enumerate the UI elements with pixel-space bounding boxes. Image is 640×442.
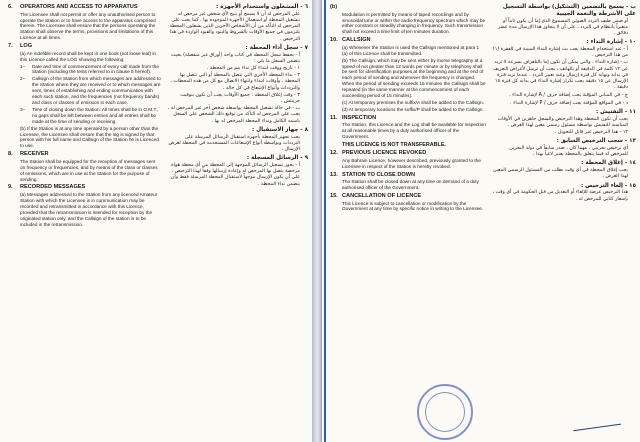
clause-paragraph: (a) An indelible record shall be kept in one book (not loose leaf) in this Licence called the LOG showing the following: (20, 50, 157, 62)
arabic-clause-paragraph: هذا الترخيص عرضة للإلغاء أو التعديل من قبل الحكومة في أي وقت ، بإشعار كتابي للمرخص له . (492, 190, 628, 202)
clause-paragraph: Modulation is permitted by means of taped recordings and by sinusoidal tone or within the audio frequency spectrum which may be either constant or steadily changing in frequency. Such transmission shall not exceed a time limit of ten minutes duration. (342, 11, 486, 35)
clause-heading (8, 151, 161, 158)
clause-number: 10. (330, 37, 338, 44)
clause-section (330, 150, 486, 169)
clause-subitem (20, 107, 161, 125)
arabic-clause-paragraph: ١ - تاريخ ووقت ابتداء كل نداء يتم من المحطة . (206, 66, 300, 72)
clause-section (8, 43, 161, 149)
clause-heading (8, 184, 161, 191)
arabic-clause-title: ٦ - المشغلون واستخدام الأجهزة : (216, 4, 308, 10)
arabic-clause-paragraph: يجب أن تكون المحطة وهذا الترخيص والسجل جاهزين في الأوقات المناسبة للتفتيش بواسطة مسئول رسمي معين لهذا الغرض . (497, 116, 628, 128)
arabic-clause-paragraph: ٢ - نداء المحطة الأخرى التي تتصل بالمحطة أو التي تتصل بها المحطة ، وأوقات ابتداء وانتهاء الاتصال مع كل من هذه المحطات ، والترددات وأنواع الإشعاع في كل حالة . (170, 73, 300, 91)
arabic-clause-paragraph: أ - عند استخدام المحطة يجب بث إشارة النداء المبينة في الفقرة (١) من هذا الترخيص . (492, 47, 628, 59)
clause-section (330, 4, 486, 35)
clause-heading (8, 43, 161, 50)
clause-number: 6. (8, 4, 13, 10)
clause-section (8, 4, 161, 41)
subitem-label: 1– (20, 63, 26, 69)
arabic-clause-title: ٧ - سجل أداء المحطة : (245, 44, 308, 51)
arabic-clause-title: ١٣ - سحب الترخيص السابق : (556, 138, 636, 145)
clause-number: 8. (8, 151, 13, 158)
clause-title: PREVIOUS LICENCE REVOKED (342, 150, 427, 157)
clause-section (330, 172, 486, 191)
arabic-clause-title: ب - يسمح بالتضمين (التشكيل) بواسطة التسجيل على الأشرطة والنغمة الجيبية (502, 4, 636, 17)
subitem-label: 2– (20, 76, 26, 82)
arabic-clause-paragraph: ب - إشارة النداء ، والتي يمكن أن تكون إما بالتلغراف بسرعة لا تزيد عن ١٢ كلمة في الدقيقة أو بالهاتف ، يجب أن ترسل لأغراض التعريف في بداية ونهاية كل فترة إرسال وعند تغيير التردد . عندما تزيد فترة الإرسال عن ١٥ دقيقة يجب تكرار إشارة النداء في بداية كل فترة ١٥ دقيقة . (492, 60, 628, 91)
not-transferable-notice: THIS LICENCE IS NOT TRANSFERABLE. (342, 142, 446, 149)
official-stamp (417, 384, 473, 440)
arabic-clause-section (167, 127, 308, 153)
arabic-clause-paragraph: على المرخص له أن لا يسمح أو يتيح لأي شخص غير مرخص له بتشغيل المحطة أو استعمال الأجهزة الموجودة بها . كما يجب على المرخص له التأكد من أن الأشخاص الآخرين الذين يشغلون المحطة يلتزمون في جميع الأوقات بالشروط والبنود والقيود الواردة في هذا الترخيص . (169, 11, 300, 42)
subitem-text: Date and time of commencement of every call made from the Station (including the tests referred to in clause 5 hereof). (32, 63, 159, 75)
clause-heading (330, 37, 486, 44)
clause-title: LOG (20, 43, 33, 50)
english-column-left (8, 4, 161, 438)
clause-section (8, 151, 161, 182)
english-column-right (330, 4, 486, 438)
arabic-clause-section (492, 39, 636, 91)
arabic-column-left (167, 4, 308, 438)
clause-paragraph: The Station shall be closed down at any time on demand of a duly authorised officer of the Government. (342, 179, 479, 190)
clause-title: RECORDED MESSAGES (20, 184, 86, 191)
clause-heading (330, 172, 486, 179)
arabic-clause-title: ١٠ - إشارة النداء : (586, 39, 636, 46)
clause-section (330, 193, 486, 212)
arabic-clause-paragraph: يجب تجهيز المحطة بأجهزة استقبال الرسائل المرسلة على الترددات وبواسطة أنواع الإشعاعات المستخدمة في المحطة لغرض الإرسال . (168, 134, 300, 153)
arabic-clause-paragraph: أ - يحفظ سجل المحطة في كتاب واحد (أوراق غير منفصلة) بحيث يتضمن السجل ما يلي : (170, 52, 300, 64)
arabic-column-right (492, 4, 636, 438)
clause-heading (330, 115, 486, 122)
arabic-clause-paragraph: يجب إغلاق المحطة في أي وقت بطلب من المسئول الرسمي المعين لهذا الغرض . (493, 168, 628, 180)
subitem-text: Time of closing down the Station: All times shall be in G.M.T., no gaps shall be left between entries and all entries shall be made at the time of sending or receiving. (32, 106, 159, 124)
clause-number: 12. (330, 150, 338, 157)
arabic-clause-section (167, 45, 308, 125)
clause-title: CALLSIGN (342, 37, 371, 44)
clause-heading (330, 4, 486, 11)
arabic-clause-title: ١٥ - إلغاء الترخيص : (580, 182, 636, 189)
clause-paragraph: The Station shall be equipped for the reception of messages sent on frequency or frequencies, and by means of the class or classes of emissions, which are in use at the Station for the purpose of sending. (20, 158, 158, 182)
clause-paragraph: This Licence is subject to cancellation or modification by the Government at any time by specific notice in writing to the Licensee. (342, 200, 484, 212)
subitem-label: 3– (20, 106, 26, 112)
clause-section (330, 37, 486, 113)
arabic-clause-paragraph: ج - في المباني المؤقتة يجب إضافة حرف / A لإشارة النداء . (509, 93, 628, 99)
clause-paragraph: (a) Messages addressed to the Station from any licenced Amateur Station with which the Licensee is in communication may be recorded and retransmitted in accordance with this Licence, provided that the retransmission is intended for reception by the originated station only, and the Callsign of the station is to be included in the retransmission. (20, 192, 158, 227)
clause-paragraph: (b) If the Station is at any time operated by a person other than the Licensee, the Licensee shall ensure that the log is signed by that person with his full name and Callsign of the Station he is Licenced to use. (20, 125, 159, 149)
arabic-clause-paragraph: د - في المواقع المؤقتة يجب إضافة حرف / P لإشارة النداء . (510, 100, 628, 106)
arabic-clause-section (492, 138, 636, 158)
clause-title: STATION TO CLOSE DOWN (342, 171, 416, 178)
clause-section (8, 184, 161, 227)
arabic-clause-paragraph: أ - يجوز تسجيل الرسائل الموجهة إلى المحطة من أي محطة هواة مرخصة يتصل بها المرخص له وإعادة إرسالها وفقاً لهذا الترخيص ، على أن يكون الإرسال موجهاً لاستقبال المحطة المرسلة فقط وأن يتضمن نداء المحطة . (170, 163, 300, 187)
arabic-clause-title: ١١ - التفتيش : (595, 108, 636, 115)
clause-number: 7. (8, 43, 13, 50)
arabic-clause-section (492, 93, 636, 106)
clause-section (330, 115, 486, 148)
arabic-clause-paragraph: ٣ - وقت إغلاق المحطة : جميع الأوقات يجب أن تكون بتوقيت جرينتش . (180, 92, 300, 105)
clause-paragraph: (d) At temporary locations the suffix/P shall be added to the Callsign. (342, 106, 484, 112)
clause-heading (330, 150, 486, 157)
arabic-clause-title: ١٤ - إغلاق المحطة : (581, 160, 636, 167)
clause-paragraph: (c) At temporary premises the suffix/A shall be added to the Callsign. (342, 99, 484, 105)
clause-paragraph: The Licensee shall not permit or offer any unauthorised person to operate the Station or to have access to the apparatus comprised therein. The Licensee shall ensure that the persons operating the Station shall observe the terms, provisions and limitations of this Licence at all times. (20, 11, 156, 41)
clause-title: INSPECTION (342, 114, 377, 121)
license-page-right (322, 0, 640, 442)
clause-number: 15. (330, 192, 338, 199)
arabic-clause-title: ٨ - جهاز الاستقبال : (252, 126, 308, 133)
arabic-clause-paragraph: ١٢ - هذا الترخيص غير قابل للتحويل . (554, 130, 628, 136)
clause-paragraph: Any Bahrain Licence, however described, previously granted to the Licensee in respect of the Station is hereby revoked. (342, 157, 481, 169)
clause-number: (b) (330, 4, 338, 10)
clause-title: RECEIVER (20, 151, 49, 158)
clause-number: 13. (330, 171, 338, 178)
clause-heading (330, 193, 486, 200)
clause-paragraph: (b) The Callsign, which may be sent either by morse telegraphy at a speed of not greater than 12 words per minute or by telephony shall be sent for identification purposes at the beginning and at the end of each period of sending and whenever the frequency is changed. When the period of sending exceeds 15 minutes the Callsign shall be repeated (in the same manner at the commencement of each succeeding period of 15 minutes). (342, 57, 486, 99)
arabic-clause-section (492, 160, 636, 180)
clause-title: OPERATORS AND ACCESS TO APPARATUS (20, 4, 138, 10)
book-gutter (312, 0, 322, 442)
arabic-clause-section (492, 183, 636, 203)
arabic-clause-paragraph: ب - في حالة تشغيل المحطة بواسطة شخص آخر غير المرخص له ، يجب على المرخص له التأكد من توقيع ذلك الشخص على السجل باسمه الكامل ونداء المحطة المرخص له بها . (167, 106, 300, 124)
clause-number: 11. (330, 114, 338, 121)
arabic-clause-section (492, 109, 636, 136)
clause-heading (8, 4, 161, 11)
license-page-left (0, 0, 312, 442)
clause-subitem (20, 64, 161, 76)
clause-subitem (20, 76, 161, 106)
arabic-clause-paragraph: أو ضمن طيف التردد الصوتي المسموع الذي إما أن يكون ثابتاً أو متغيراً بانتظام في التردد ، على أن لا يتجاوز هذا الإرسال مدة عشر دقائق . (497, 18, 628, 36)
subitem-text: Callsign of the Station from which messages are addressed to the Station where they are received or to which messages are sent, times of establishing and ending communication with each such station, and the frequencies (not frequency bands) and class or classes of emission in each case. (32, 76, 161, 105)
clause-paragraph: The Station, this Licence and the Log shall be available for inspection at all reasonable times by a duly authorised officer of the Government. (342, 122, 486, 140)
arabic-clause-title: ٩ - الرسائل المسجلة : (246, 155, 308, 162)
arabic-clause-section (492, 4, 636, 37)
margin-rule (324, 0, 326, 442)
clause-title: CANCELLATION OF LICENCE (342, 192, 422, 199)
clause-paragraph: (a) Whenever the Station is used the Callsign mentioned at para 1 (a) of this Licence shall be transmitted. (342, 44, 480, 56)
arabic-clause-paragraph: أي ترخيص بحريني ، مهما كان ، صدر سابقاً في دولة البحرين للمرخص له فيما يتعلق بالمحطة يعتبر لاغياً بهذا . (509, 146, 628, 158)
clause-number: 9. (8, 184, 13, 191)
arabic-clause-section (167, 4, 308, 43)
arabic-clause-section (167, 155, 308, 188)
